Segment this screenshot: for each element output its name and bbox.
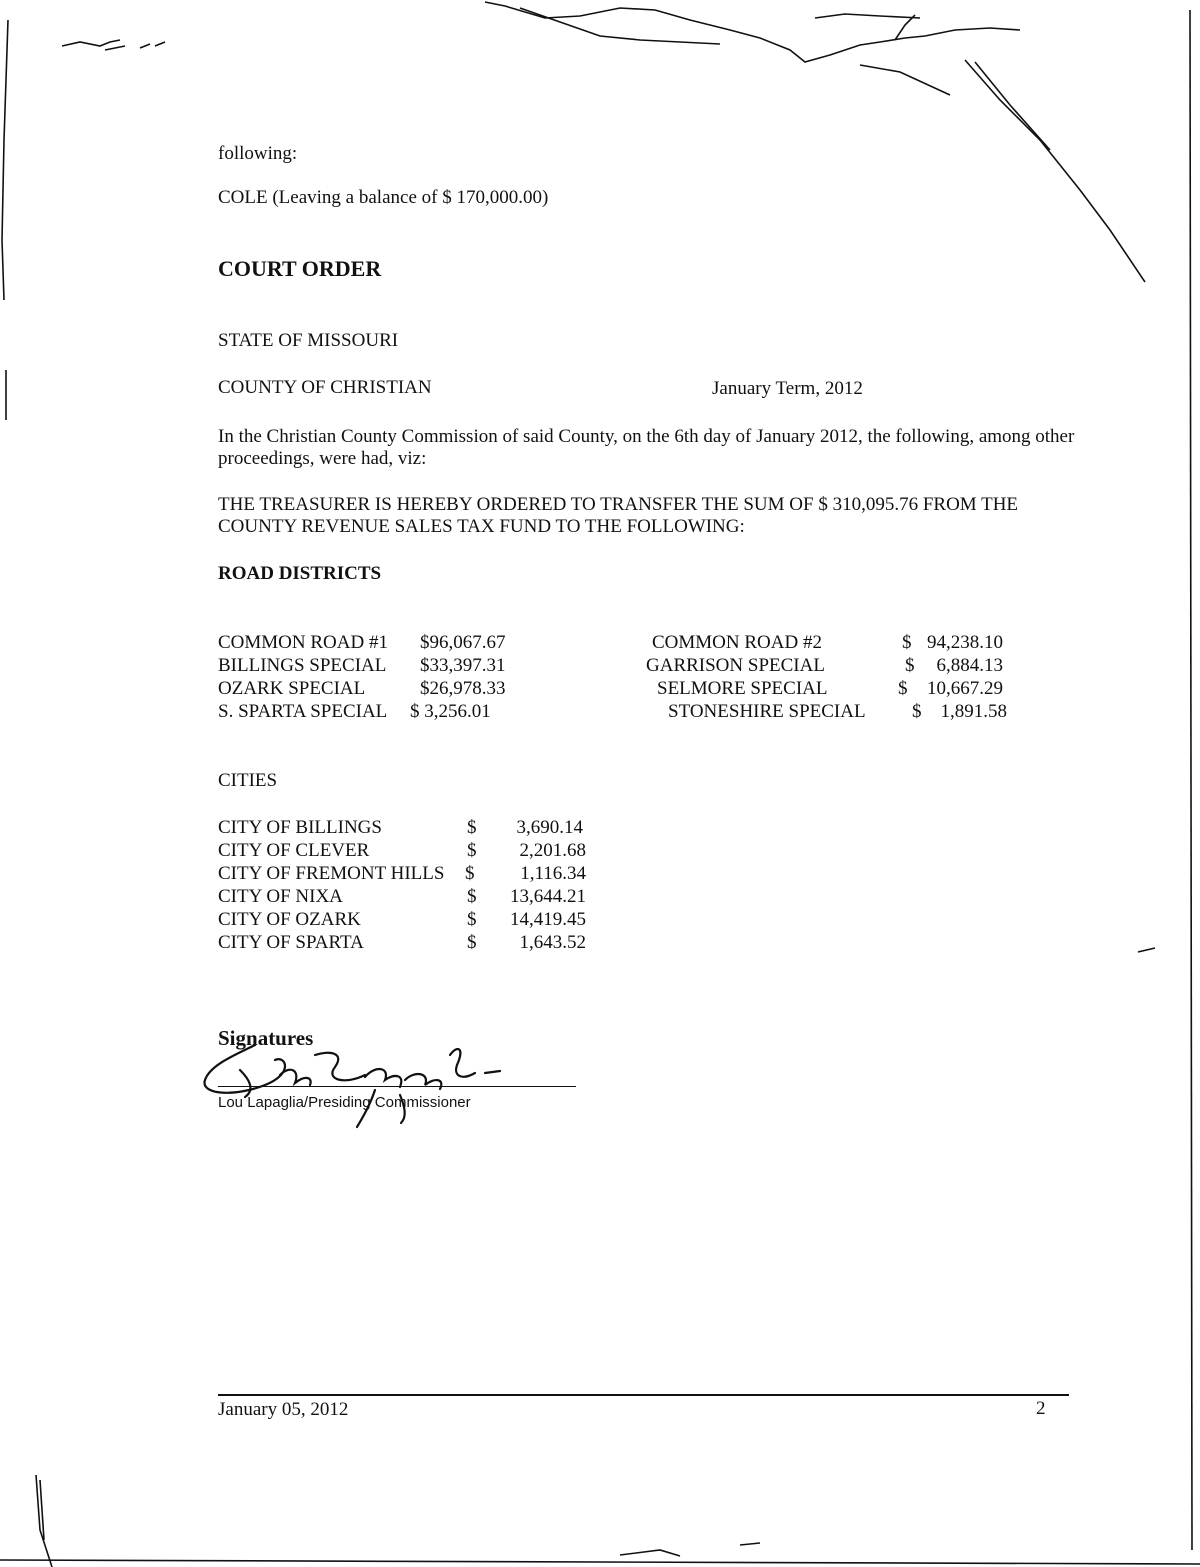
road-district-name: COMMON ROAD #2	[652, 632, 822, 653]
term-line: January Term, 2012	[712, 378, 863, 399]
road-district-amount: $ 3,256.01	[410, 701, 491, 722]
road-district-amount: $96,067.67	[420, 632, 506, 653]
court-order-heading: COURT ORDER	[218, 256, 382, 281]
road-district-amount: 10,667.29	[927, 678, 1003, 699]
city-amount: 3,690.14	[516, 817, 583, 838]
city-currency: $	[467, 840, 477, 861]
handwritten-signature	[195, 1035, 525, 1130]
city-name: CITY OF CLEVER	[218, 840, 370, 861]
road-district-name: SELMORE SPECIAL	[657, 678, 828, 699]
city-amount: 13,644.21	[510, 886, 586, 907]
city-currency: $	[467, 932, 477, 953]
city-currency: $	[467, 886, 477, 907]
city-currency: $	[465, 863, 475, 884]
proceedings-paragraph: In the Christian County Commission of said County, on the 6th day of January 2012, the following, among other proceedings, were had, viz:	[218, 426, 1075, 469]
road-district-currency: $	[902, 632, 912, 653]
road-district-currency: $	[912, 701, 922, 722]
city-currency: $	[467, 909, 477, 930]
city-name: CITY OF FREMONT HILLS	[218, 863, 445, 884]
city-amount: 1,116.34	[520, 863, 586, 884]
city-amount: 2,201.68	[519, 840, 586, 861]
footer-date: January 05, 2012	[218, 1399, 349, 1420]
city-name: CITY OF OZARK	[218, 909, 361, 930]
road-district-currency: $	[905, 655, 915, 676]
road-district-amount: 94,238.10	[927, 632, 1003, 653]
road-districts-title: ROAD DISTRICTS	[218, 563, 382, 584]
road-district-amount: 1,891.58	[940, 701, 1007, 722]
signatures-title: Signatures	[218, 1026, 314, 1050]
signature-line	[218, 1086, 576, 1087]
transfer-order-paragraph: THE TREASURER IS HEREBY ORDERED TO TRANSFER THE SUM OF $ 310,095.76 FROM THE COUNTY REVENUE SALES TAX FUND TO THE FOLLOWING:	[218, 494, 1019, 537]
road-district-name: STONESHIRE SPECIAL	[668, 701, 866, 722]
road-district-amount: $33,397.31	[420, 655, 506, 676]
intro-following: following:	[218, 143, 298, 164]
cities-title: CITIES	[218, 770, 278, 791]
road-district-currency: $	[898, 678, 908, 699]
signer-name: Lou Lapaglia/Presiding Commissioner	[218, 1094, 471, 1111]
road-district-name: GARRISON SPECIAL	[646, 655, 825, 676]
road-district-name: COMMON ROAD #1	[218, 632, 388, 653]
road-district-name: BILLINGS SPECIAL	[218, 655, 387, 676]
road-district-amount: 6,884.13	[936, 655, 1003, 676]
state-line: STATE OF MISSOURI	[218, 330, 399, 351]
road-district-amount: $26,978.33	[420, 678, 506, 699]
city-name: CITY OF SPARTA	[218, 932, 364, 953]
county-line: COUNTY OF CHRISTIAN	[218, 377, 432, 398]
page-number: 2	[1036, 1398, 1046, 1419]
city-amount: 1,643.52	[519, 932, 586, 953]
city-currency: $	[467, 817, 477, 838]
city-name: CITY OF BILLINGS	[218, 817, 382, 838]
road-district-name: S. SPARTA SPECIAL	[218, 701, 388, 722]
road-district-name: OZARK SPECIAL	[218, 678, 366, 699]
city-amount: 14,419.45	[510, 909, 586, 930]
cole-balance-line: COLE (Leaving a balance of $ 170,000.00)	[218, 187, 549, 208]
city-name: CITY OF NIXA	[218, 886, 343, 907]
footer-rule	[218, 1394, 1069, 1396]
